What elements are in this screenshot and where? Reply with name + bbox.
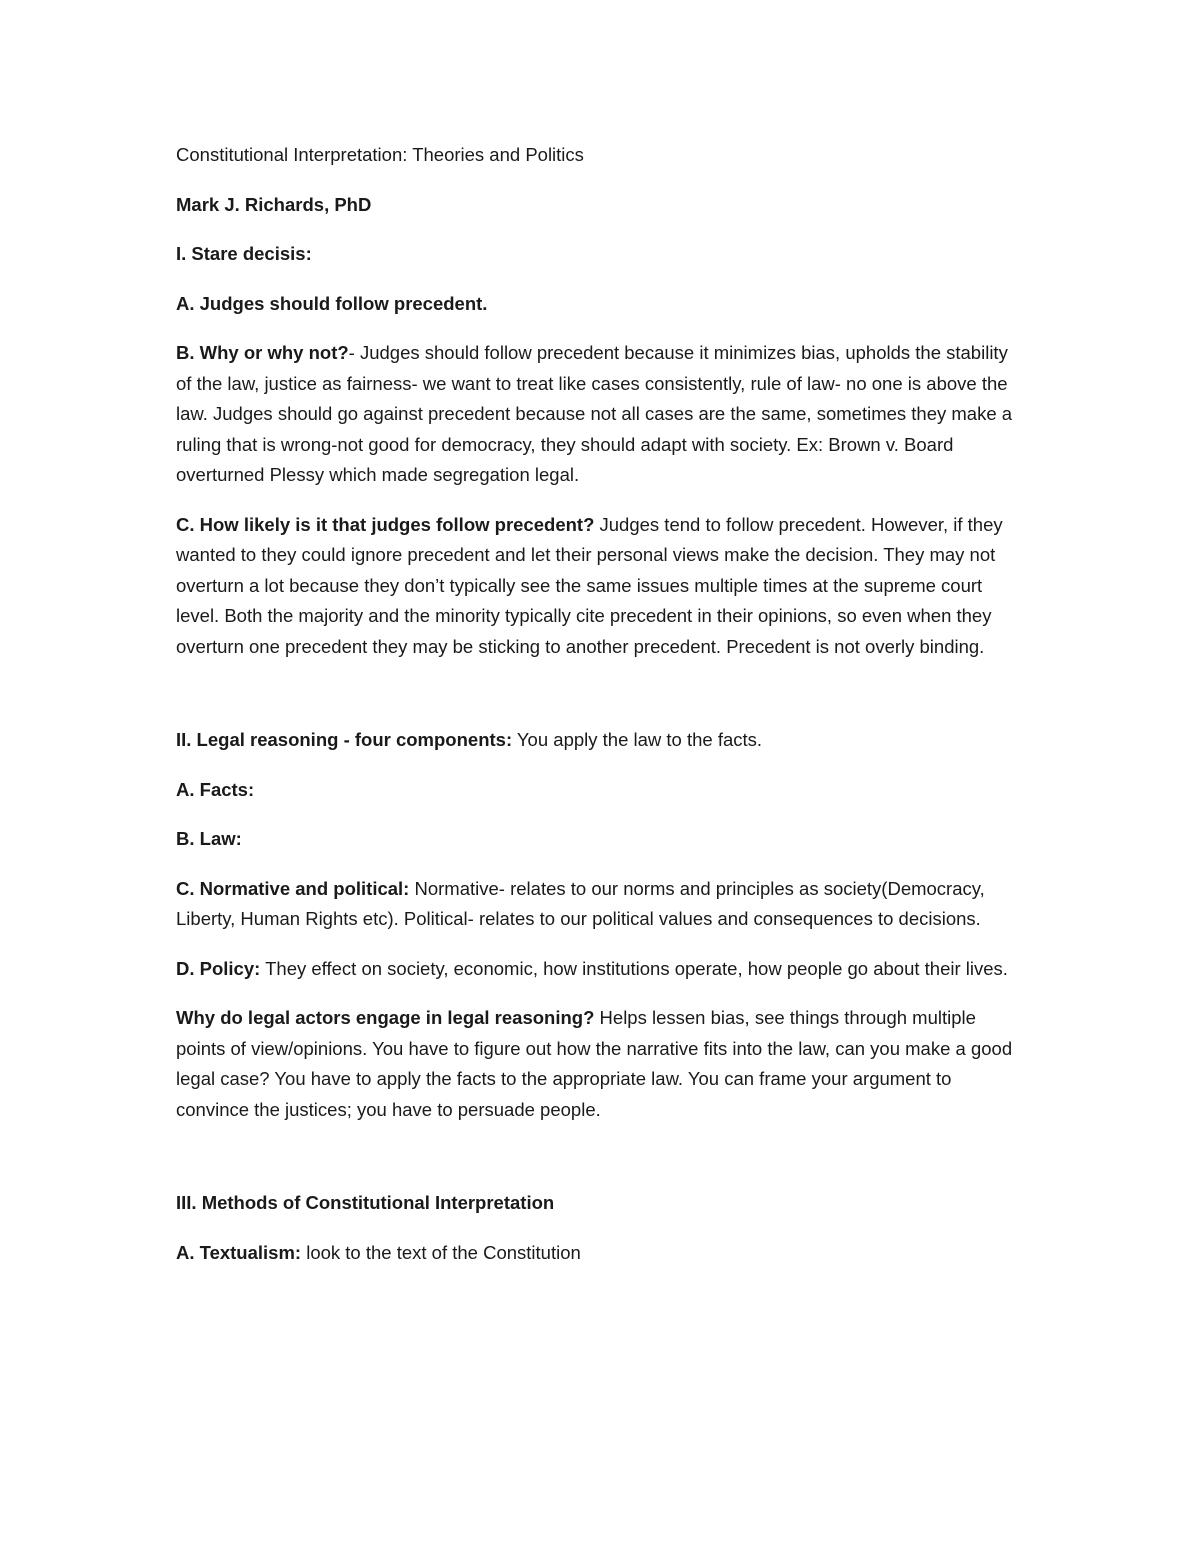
section3-heading-text: III. Methods of Constitutional Interpretation	[176, 1192, 555, 1213]
section2-b-label: B. Law:	[176, 828, 242, 849]
spacer	[176, 681, 1028, 725]
section1-heading-text: I. Stare decisis:	[176, 243, 312, 264]
section2-a	[176, 775, 1028, 806]
section1-b-label: B. Why or why not?	[176, 342, 349, 363]
section2-c-label: C. Normative and political:	[176, 877, 410, 899]
section1-c-text: Judges tend to follow precedent. However, if they wanted to they could ignore precedent and let their personal views make the decision. They may not overturn a lot because they don’t typically see the same issues multiple times at the supreme court level. Both the majority and the minority typically cite precedent in their opinions, so even when they overturn one precedent they may be sticking to another precedent. Precedent is not overly binding.	[176, 513, 1003, 657]
section2-heading-label: II. Legal reasoning - four components:	[176, 729, 513, 750]
document-author	[176, 190, 1028, 221]
document-author-text: Mark J. Richards, PhD	[176, 193, 372, 215]
section2-c-text: Normative- relates to our norms and principles as society(Democracy, Liberty, Human Rights etc). Political- relates to our political values and consequences to decisions.	[176, 877, 985, 929]
section2-why-text: Helps lessen bias, see things through multiple points of view/opinions. You have to figure out how the narrative fits into the law, can you make a good legal case? You have to apply the facts to the appropriate law. You can frame your argument to convince the justices; you have to persuade people.	[176, 1007, 1013, 1120]
document-title	[176, 140, 1028, 171]
section3-heading	[176, 1188, 1028, 1219]
section2-heading	[176, 725, 1028, 756]
section1-b-text: - Judges should follow precedent because it minimizes bias, upholds the stability of the law, justice as fairness- we want to treat like cases consistently, rule of law- no one is above the law. Judges should go against precedent because not all cases are the same, sometimes they make a ruling that is wrong-not good for democracy, they should adapt with society. Ex: Brown v. Board overturned Plessy which made segregation legal.	[176, 342, 1013, 485]
section1-c-label: C. How likely is it that judges follow precedent?	[176, 513, 595, 535]
section1-heading	[176, 239, 1028, 270]
section1-a	[176, 289, 1028, 320]
document-body	[176, 140, 1028, 1287]
document-title-text: Constitutional Interpretation: Theories and Politics	[176, 144, 584, 165]
section2-d-text: They effect on society, economic, how institutions operate, how people go about their lives.	[260, 957, 1008, 979]
section2-why-label: Why do legal actors engage in legal reasoning?	[176, 1007, 595, 1028]
section3-a	[176, 1238, 1028, 1269]
section2-why	[176, 1003, 1028, 1125]
section2-a-label: A. Facts:	[176, 778, 255, 800]
section3-a-label: A. Textualism:	[176, 1241, 302, 1263]
section2-d	[176, 954, 1028, 985]
section1-c	[176, 510, 1028, 663]
section3-a-text: look to the text of the Constitution	[301, 1241, 581, 1263]
section1-b	[176, 338, 1028, 491]
section2-d-label: D. Policy:	[176, 957, 261, 979]
section2-c	[176, 874, 1028, 935]
section1-a-label: A. Judges should follow precedent.	[176, 292, 488, 314]
spacer	[176, 1144, 1028, 1188]
section2-heading-text: You apply the law to the facts.	[512, 729, 763, 750]
section2-b	[176, 824, 1028, 855]
